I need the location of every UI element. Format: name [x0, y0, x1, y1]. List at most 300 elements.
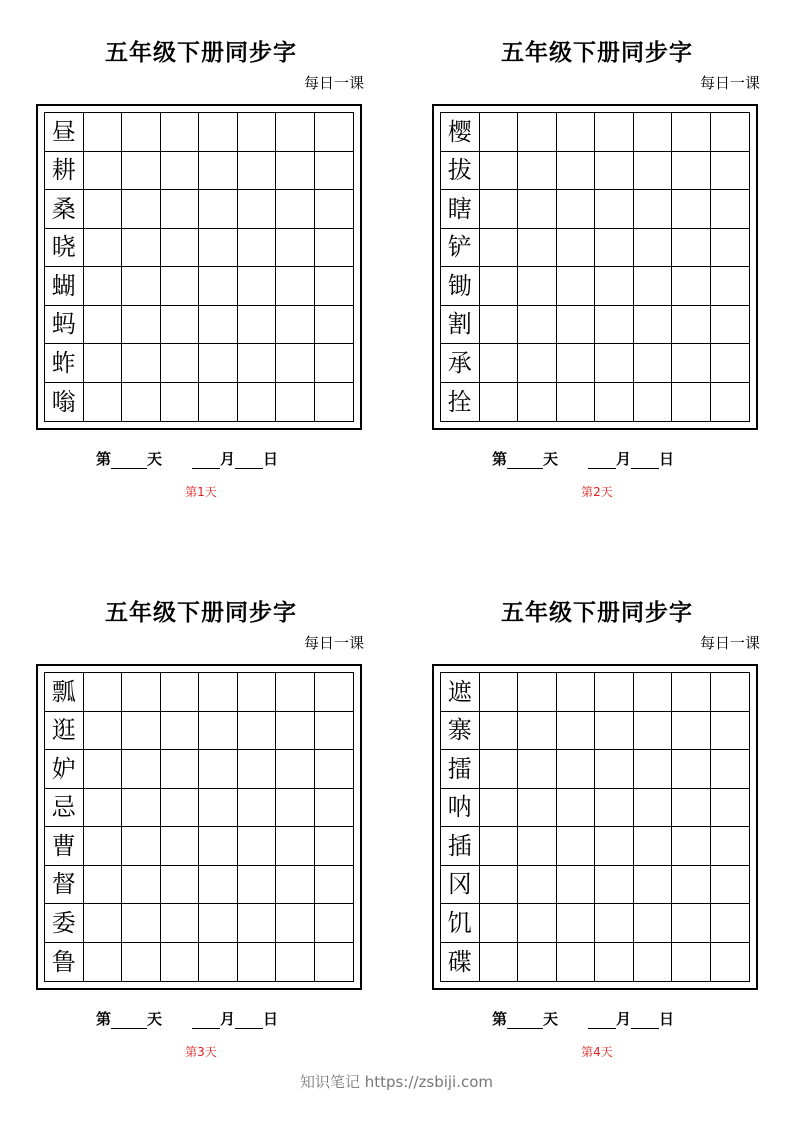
day-label: 第3天: [185, 1045, 217, 1059]
practice-cell[interactable]: [634, 866, 673, 905]
practice-cell[interactable]: [634, 943, 673, 982]
practice-cell[interactable]: [276, 383, 315, 422]
practice-cell[interactable]: [315, 306, 354, 345]
practice-cell[interactable]: [557, 827, 596, 866]
date-date-label: 日: [263, 450, 279, 468]
practice-cell[interactable]: [276, 789, 315, 828]
practice-cell[interactable]: [122, 866, 161, 905]
model-character: 瓢: [45, 673, 84, 712]
practice-cell[interactable]: [557, 306, 596, 345]
practice-cell[interactable]: [518, 904, 557, 943]
practice-cell[interactable]: [672, 866, 711, 905]
practice-cell[interactable]: [634, 827, 673, 866]
practice-cell[interactable]: [84, 190, 123, 229]
practice-cell[interactable]: [518, 383, 557, 422]
practice-cell[interactable]: [557, 229, 596, 268]
date-month-label: 月: [616, 450, 632, 468]
practice-cell[interactable]: [480, 750, 519, 789]
practice-cell[interactable]: [672, 152, 711, 191]
practice-grid-frame: [432, 664, 758, 990]
practice-cell[interactable]: [595, 904, 634, 943]
model-character: 寨: [441, 712, 480, 751]
practice-cell[interactable]: [161, 943, 200, 982]
practice-cell[interactable]: [595, 113, 634, 152]
model-character: 委: [45, 904, 84, 943]
practice-cell[interactable]: [711, 344, 750, 383]
date-line: [96, 1008, 316, 1029]
practice-cell[interactable]: [276, 904, 315, 943]
practice-cell[interactable]: [518, 306, 557, 345]
model-character: 承: [441, 344, 480, 383]
practice-cell[interactable]: [480, 306, 519, 345]
practice-grid: [44, 672, 354, 982]
practice-cell[interactable]: [84, 113, 123, 152]
practice-cell[interactable]: [122, 750, 161, 789]
practice-cell[interactable]: [199, 789, 238, 828]
practice-cell[interactable]: [199, 943, 238, 982]
practice-cell[interactable]: [199, 267, 238, 306]
practice-cell[interactable]: [595, 267, 634, 306]
practice-cell[interactable]: [276, 943, 315, 982]
practice-cell[interactable]: [518, 866, 557, 905]
worksheet-card-3: [36, 560, 366, 1080]
practice-cell[interactable]: [84, 267, 123, 306]
practice-cell[interactable]: [672, 344, 711, 383]
practice-cell[interactable]: [84, 344, 123, 383]
practice-cell[interactable]: [199, 712, 238, 751]
date-month-label: 月: [616, 1010, 632, 1028]
day-number-blank[interactable]: [507, 1014, 543, 1029]
practice-cell[interactable]: [122, 712, 161, 751]
practice-cell[interactable]: [315, 750, 354, 789]
date-date-label: 日: [659, 450, 675, 468]
practice-cell[interactable]: [161, 750, 200, 789]
practice-cell[interactable]: [557, 904, 596, 943]
practice-cell[interactable]: [634, 383, 673, 422]
practice-cell[interactable]: [711, 383, 750, 422]
practice-cell[interactable]: [199, 229, 238, 268]
practice-cell[interactable]: [595, 229, 634, 268]
practice-cell[interactable]: [84, 827, 123, 866]
practice-cell[interactable]: [480, 827, 519, 866]
date-prefix: 第: [96, 1010, 112, 1028]
practice-cell[interactable]: [711, 113, 750, 152]
practice-cell[interactable]: [595, 383, 634, 422]
practice-cell[interactable]: [711, 152, 750, 191]
practice-cell[interactable]: [199, 750, 238, 789]
practice-cell[interactable]: [672, 904, 711, 943]
practice-cell[interactable]: [672, 383, 711, 422]
month-blank[interactable]: [192, 1014, 220, 1029]
practice-cell[interactable]: [161, 383, 200, 422]
practice-cell[interactable]: [711, 789, 750, 828]
practice-cell[interactable]: [315, 827, 354, 866]
practice-cell[interactable]: [199, 344, 238, 383]
practice-cell[interactable]: [711, 306, 750, 345]
practice-cell[interactable]: [84, 673, 123, 712]
practice-cell[interactable]: [276, 866, 315, 905]
practice-cell[interactable]: [518, 267, 557, 306]
practice-cell[interactable]: [634, 344, 673, 383]
month-blank[interactable]: [588, 454, 616, 469]
practice-cell[interactable]: [480, 866, 519, 905]
practice-cell[interactable]: [634, 712, 673, 751]
practice-cell[interactable]: [276, 190, 315, 229]
practice-cell[interactable]: [122, 152, 161, 191]
practice-cell[interactable]: [711, 673, 750, 712]
practice-cell[interactable]: [557, 750, 596, 789]
model-character: 晓: [45, 229, 84, 268]
practice-cell[interactable]: [557, 712, 596, 751]
practice-cell[interactable]: [595, 190, 634, 229]
practice-cell[interactable]: [199, 113, 238, 152]
date-line: [96, 448, 316, 469]
card-title: 五年级下册同步字: [105, 39, 297, 66]
practice-cell[interactable]: [711, 827, 750, 866]
practice-cell[interactable]: [711, 750, 750, 789]
practice-cell[interactable]: [315, 113, 354, 152]
practice-cell[interactable]: [84, 383, 123, 422]
practice-cell[interactable]: [634, 229, 673, 268]
practice-cell[interactable]: [595, 789, 634, 828]
model-character: 督: [45, 866, 84, 905]
practice-cell[interactable]: [518, 712, 557, 751]
date-day-label: 天: [543, 450, 559, 468]
model-character: 蝴: [45, 267, 84, 306]
practice-cell[interactable]: [238, 383, 277, 422]
card-subtitle: 每日一课: [699, 74, 760, 92]
practice-cell[interactable]: [557, 344, 596, 383]
date-day-label: 天: [147, 450, 163, 468]
practice-cell[interactable]: [199, 904, 238, 943]
practice-grid: [440, 672, 750, 982]
practice-cell[interactable]: [122, 306, 161, 345]
practice-cell[interactable]: [199, 866, 238, 905]
date-blank[interactable]: [235, 1014, 263, 1029]
practice-cell[interactable]: [238, 827, 277, 866]
practice-cell[interactable]: [276, 673, 315, 712]
practice-cell[interactable]: [238, 190, 277, 229]
practice-cell[interactable]: [238, 712, 277, 751]
model-character: 碟: [441, 943, 480, 982]
practice-cell[interactable]: [315, 943, 354, 982]
practice-cell[interactable]: [557, 943, 596, 982]
practice-cell[interactable]: [238, 267, 277, 306]
practice-cell[interactable]: [161, 190, 200, 229]
practice-cell[interactable]: [634, 152, 673, 191]
practice-cell[interactable]: [315, 789, 354, 828]
practice-cell[interactable]: [480, 344, 519, 383]
practice-cell[interactable]: [480, 712, 519, 751]
practice-cell[interactable]: [161, 866, 200, 905]
practice-cell[interactable]: [711, 712, 750, 751]
practice-cell[interactable]: [161, 904, 200, 943]
date-month-label: 月: [220, 1010, 236, 1028]
practice-cell[interactable]: [122, 113, 161, 152]
practice-cell[interactable]: [480, 673, 519, 712]
practice-cell[interactable]: [161, 673, 200, 712]
practice-cell[interactable]: [672, 712, 711, 751]
practice-cell[interactable]: [480, 267, 519, 306]
practice-cell[interactable]: [672, 827, 711, 866]
practice-cell[interactable]: [518, 827, 557, 866]
practice-cell[interactable]: [634, 673, 673, 712]
model-character: 樱: [441, 113, 480, 152]
practice-cell[interactable]: [634, 306, 673, 345]
practice-cell[interactable]: [315, 383, 354, 422]
practice-cell[interactable]: [238, 789, 277, 828]
model-character: 鲁: [45, 943, 84, 982]
card-subtitle: 每日一课: [303, 634, 364, 652]
date-prefix: 第: [492, 450, 508, 468]
practice-cell[interactable]: [634, 789, 673, 828]
practice-cell[interactable]: [161, 306, 200, 345]
practice-cell[interactable]: [276, 712, 315, 751]
worksheet-card-1: [36, 0, 366, 520]
practice-cell[interactable]: [672, 789, 711, 828]
practice-cell[interactable]: [711, 943, 750, 982]
practice-cell[interactable]: [84, 152, 123, 191]
practice-cell[interactable]: [595, 344, 634, 383]
practice-cell[interactable]: [276, 113, 315, 152]
practice-cell[interactable]: [672, 113, 711, 152]
practice-cell[interactable]: [276, 229, 315, 268]
date-day-label: 天: [147, 1010, 163, 1028]
practice-cell[interactable]: [84, 866, 123, 905]
practice-cell[interactable]: [84, 712, 123, 751]
practice-cell[interactable]: [276, 152, 315, 191]
practice-cell[interactable]: [238, 344, 277, 383]
practice-cell[interactable]: [557, 383, 596, 422]
practice-cell[interactable]: [518, 190, 557, 229]
day-number-blank[interactable]: [507, 454, 543, 469]
practice-cell[interactable]: [595, 712, 634, 751]
practice-cell[interactable]: [238, 306, 277, 345]
practice-cell[interactable]: [634, 750, 673, 789]
practice-grid-frame: [36, 664, 362, 990]
practice-cell[interactable]: [315, 673, 354, 712]
model-character: 拔: [441, 152, 480, 191]
model-character: 呐: [441, 789, 480, 828]
practice-grid-frame: [36, 104, 362, 430]
practice-cell[interactable]: [84, 789, 123, 828]
model-character: 饥: [441, 904, 480, 943]
month-blank[interactable]: [192, 454, 220, 469]
practice-cell[interactable]: [480, 152, 519, 191]
practice-cell[interactable]: [315, 344, 354, 383]
practice-cell[interactable]: [199, 306, 238, 345]
model-character: 蚂: [45, 306, 84, 345]
practice-cell[interactable]: [276, 827, 315, 866]
practice-cell[interactable]: [199, 152, 238, 191]
practice-cell[interactable]: [315, 229, 354, 268]
model-character: 锄: [441, 267, 480, 306]
practice-cell[interactable]: [634, 904, 673, 943]
card-title: 五年级下册同步字: [105, 599, 297, 626]
practice-cell[interactable]: [557, 267, 596, 306]
practice-cell[interactable]: [315, 866, 354, 905]
model-character: 嗡: [45, 383, 84, 422]
practice-cell[interactable]: [199, 673, 238, 712]
practice-cell[interactable]: [122, 789, 161, 828]
practice-cell[interactable]: [199, 190, 238, 229]
practice-cell[interactable]: [199, 383, 238, 422]
practice-cell[interactable]: [595, 673, 634, 712]
practice-cell[interactable]: [711, 229, 750, 268]
day-number-blank[interactable]: [111, 1014, 147, 1029]
practice-cell[interactable]: [595, 750, 634, 789]
practice-cell[interactable]: [238, 229, 277, 268]
practice-cell[interactable]: [557, 673, 596, 712]
practice-cell[interactable]: [199, 827, 238, 866]
practice-cell[interactable]: [711, 904, 750, 943]
practice-cell[interactable]: [518, 344, 557, 383]
date-day-label: 天: [543, 1010, 559, 1028]
practice-cell[interactable]: [122, 344, 161, 383]
day-label: 第1天: [185, 485, 217, 499]
practice-cell[interactable]: [84, 750, 123, 789]
practice-cell[interactable]: [672, 267, 711, 306]
practice-cell[interactable]: [480, 229, 519, 268]
practice-cell[interactable]: [634, 267, 673, 306]
practice-cell[interactable]: [480, 113, 519, 152]
practice-cell[interactable]: [634, 190, 673, 229]
model-character: 耕: [45, 152, 84, 191]
date-date-label: 日: [263, 1010, 279, 1028]
practice-cell[interactable]: [557, 190, 596, 229]
practice-cell[interactable]: [672, 229, 711, 268]
practice-cell[interactable]: [122, 383, 161, 422]
date-line: [492, 448, 712, 469]
practice-cell[interactable]: [84, 904, 123, 943]
practice-cell[interactable]: [480, 190, 519, 229]
practice-grid: [44, 112, 354, 422]
practice-cell[interactable]: [711, 267, 750, 306]
practice-cell[interactable]: [122, 229, 161, 268]
practice-cell[interactable]: [161, 789, 200, 828]
model-character: 插: [441, 827, 480, 866]
day-label: 第2天: [581, 485, 613, 499]
practice-cell[interactable]: [315, 904, 354, 943]
practice-cell[interactable]: [672, 750, 711, 789]
date-blank[interactable]: [235, 454, 263, 469]
practice-cell[interactable]: [480, 383, 519, 422]
practice-cell[interactable]: [122, 904, 161, 943]
practice-cell[interactable]: [238, 750, 277, 789]
practice-cell[interactable]: [276, 750, 315, 789]
practice-grid-frame: [432, 104, 758, 430]
practice-cell[interactable]: [161, 827, 200, 866]
practice-cell[interactable]: [595, 152, 634, 191]
day-label: 第4天: [581, 1045, 613, 1059]
practice-cell[interactable]: [557, 789, 596, 828]
model-character: 妒: [45, 750, 84, 789]
practice-cell[interactable]: [161, 113, 200, 152]
practice-cell[interactable]: [672, 190, 711, 229]
practice-cell[interactable]: [480, 789, 519, 828]
day-number-blank[interactable]: [111, 454, 147, 469]
model-character: 擂: [441, 750, 480, 789]
practice-cell[interactable]: [238, 904, 277, 943]
practice-cell[interactable]: [161, 344, 200, 383]
practice-cell[interactable]: [518, 113, 557, 152]
practice-cell[interactable]: [84, 943, 123, 982]
practice-cell[interactable]: [672, 306, 711, 345]
practice-cell[interactable]: [557, 152, 596, 191]
practice-cell[interactable]: [315, 190, 354, 229]
practice-cell[interactable]: [238, 113, 277, 152]
practice-cell[interactable]: [122, 267, 161, 306]
practice-cell[interactable]: [595, 866, 634, 905]
practice-cell[interactable]: [518, 789, 557, 828]
model-character: 铲: [441, 229, 480, 268]
date-month-label: 月: [220, 450, 236, 468]
model-character: 桑: [45, 190, 84, 229]
practice-cell[interactable]: [122, 190, 161, 229]
practice-cell[interactable]: [276, 344, 315, 383]
practice-cell[interactable]: [518, 673, 557, 712]
date-blank[interactable]: [631, 454, 659, 469]
model-character: 忌: [45, 789, 84, 828]
practice-cell[interactable]: [315, 712, 354, 751]
practice-cell[interactable]: [518, 750, 557, 789]
practice-cell[interactable]: [711, 866, 750, 905]
practice-cell[interactable]: [518, 152, 557, 191]
practice-cell[interactable]: [122, 673, 161, 712]
practice-cell[interactable]: [238, 152, 277, 191]
month-blank[interactable]: [588, 1014, 616, 1029]
date-blank[interactable]: [631, 1014, 659, 1029]
model-character: 拴: [441, 383, 480, 422]
practice-cell[interactable]: [276, 267, 315, 306]
practice-cell[interactable]: [161, 152, 200, 191]
practice-cell[interactable]: [238, 673, 277, 712]
practice-cell[interactable]: [315, 152, 354, 191]
practice-cell[interactable]: [84, 306, 123, 345]
model-character: 曹: [45, 827, 84, 866]
practice-cell[interactable]: [595, 943, 634, 982]
practice-cell[interactable]: [161, 267, 200, 306]
practice-cell[interactable]: [480, 943, 519, 982]
practice-cell[interactable]: [84, 229, 123, 268]
practice-cell[interactable]: [238, 943, 277, 982]
card-title: 五年级下册同步字: [501, 39, 693, 66]
practice-cell[interactable]: [161, 712, 200, 751]
practice-cell[interactable]: [315, 267, 354, 306]
practice-cell[interactable]: [161, 229, 200, 268]
practice-cell[interactable]: [276, 306, 315, 345]
practice-grid: [440, 112, 750, 422]
practice-cell[interactable]: [122, 943, 161, 982]
practice-cell[interactable]: [518, 229, 557, 268]
card-subtitle: 每日一课: [303, 74, 364, 92]
model-character: 蚱: [45, 344, 84, 383]
practice-cell[interactable]: [595, 306, 634, 345]
practice-cell[interactable]: [557, 866, 596, 905]
practice-cell[interactable]: [672, 673, 711, 712]
date-date-label: 日: [659, 1010, 675, 1028]
practice-cell[interactable]: [711, 190, 750, 229]
practice-cell[interactable]: [557, 113, 596, 152]
practice-cell[interactable]: [518, 943, 557, 982]
practice-cell[interactable]: [595, 827, 634, 866]
practice-cell[interactable]: [122, 827, 161, 866]
practice-cell[interactable]: [480, 904, 519, 943]
practice-cell[interactable]: [634, 113, 673, 152]
practice-cell[interactable]: [672, 943, 711, 982]
practice-cell[interactable]: [238, 866, 277, 905]
footer-watermark: 知识笔记 https://zsbiji.com: [299, 1073, 494, 1091]
